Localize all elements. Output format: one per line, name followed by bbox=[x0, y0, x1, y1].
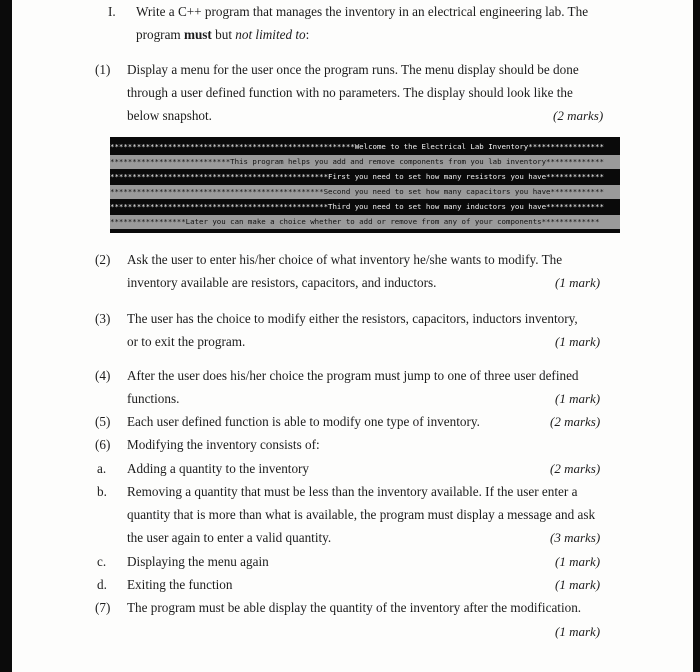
sub-c-number: c. bbox=[97, 554, 107, 569]
item-3-line-1: The user has the choice to modify either the resistors, capacitors, inductors inventory, bbox=[127, 311, 578, 326]
document-page bbox=[12, 0, 693, 672]
item-1-line-3: below snapshot. bbox=[127, 108, 212, 123]
item-4-number: (4) bbox=[95, 368, 111, 383]
item-5-text: Each user defined function is able to modify one type of inventory. bbox=[127, 414, 480, 429]
sub-c-marks: (1 mark) bbox=[555, 554, 601, 569]
item-4-line-2: functions. bbox=[127, 391, 180, 406]
question-line-1: Write a C++ program that manages the inventory in an electrical engineering lab. The bbox=[136, 4, 589, 19]
item-6-text: Modifying the inventory consists of: bbox=[127, 437, 320, 452]
sub-a-number: a. bbox=[97, 461, 107, 476]
sub-b-number: b. bbox=[97, 484, 107, 499]
sub-a-marks: (2 marks) bbox=[550, 461, 601, 476]
terminal-line-5: *************************************************Third you need to set how many inductors you have************* bbox=[110, 202, 604, 211]
sub-a-text: Adding a quantity to the inventory bbox=[127, 461, 310, 476]
item-1-number: (1) bbox=[95, 62, 111, 77]
menu-snapshot-terminal bbox=[110, 137, 620, 233]
question-number: I. bbox=[108, 4, 116, 19]
terminal-line-2: ***************************This program helps you add and remove components from you lab inventory************* bbox=[110, 155, 620, 169]
bold-must: must bbox=[183, 27, 212, 42]
question-line-2: program must but not limited to: bbox=[136, 27, 310, 42]
item-4-line-1: After the user does his/her choice the program must jump to one of three user defined bbox=[127, 368, 579, 383]
item-6-number: (6) bbox=[95, 437, 111, 452]
terminal-line-3: *************************************************First you need to set how many resistors you have************* bbox=[110, 172, 604, 181]
sub-d-text: Exiting the function bbox=[127, 577, 233, 592]
item-2-number: (2) bbox=[95, 252, 111, 267]
sub-b-line-3: the user again to enter a valid quantity. bbox=[127, 530, 332, 545]
terminal-line-6: *****************Later you can make a choice whether to add or remove from any of your components************* bbox=[110, 215, 620, 229]
sub-b-line-2: quantity that is more than what is available, the program must display a message and ask bbox=[127, 507, 596, 522]
item-1-line-2: through a user defined function with no parameters. The display should look like the bbox=[127, 85, 573, 100]
terminal-line-4: ************************************************Second you need to set how many capacitors you have************ bbox=[110, 185, 620, 199]
terminal-line-1: *******************************************************Welcome to the Electrical Lab Inventory***************** bbox=[110, 142, 604, 151]
item-7-number: (7) bbox=[95, 600, 111, 615]
item-1-marks: (2 marks) bbox=[553, 108, 604, 123]
item-3-marks: (1 mark) bbox=[555, 334, 601, 349]
item-3-line-2: or to exit the program. bbox=[127, 334, 246, 349]
sub-c-text: Displaying the menu again bbox=[127, 554, 269, 569]
item-2-line-2: inventory available are resistors, capacitors, and inductors. bbox=[127, 275, 437, 290]
item-2-marks: (1 mark) bbox=[555, 275, 601, 290]
right-border bbox=[693, 0, 700, 672]
sub-b-marks: (3 marks) bbox=[550, 530, 601, 545]
item-1-line-1: Display a menu for the user once the program runs. The menu display should be done bbox=[127, 62, 579, 77]
item-3-number: (3) bbox=[95, 311, 111, 326]
item-4-marks: (1 mark) bbox=[555, 391, 601, 406]
sub-b-line-1: Removing a quantity that must be less than the inventory available. If the user enter a bbox=[127, 484, 578, 499]
item-5-marks: (2 marks) bbox=[550, 414, 601, 429]
sub-d-marks: (1 mark) bbox=[555, 577, 601, 592]
item-7-marks: (1 mark) bbox=[555, 624, 601, 639]
item-2-line-1: Ask the user to enter his/her choice of what inventory he/she wants to modify. The bbox=[127, 252, 563, 267]
left-border bbox=[0, 0, 12, 672]
item-5-number: (5) bbox=[95, 414, 111, 429]
item-7-text: The program must be able display the quantity of the inventory after the modification. bbox=[127, 600, 582, 615]
italic-not-limited: not limited to bbox=[235, 27, 306, 42]
sub-d-number: d. bbox=[97, 577, 107, 592]
